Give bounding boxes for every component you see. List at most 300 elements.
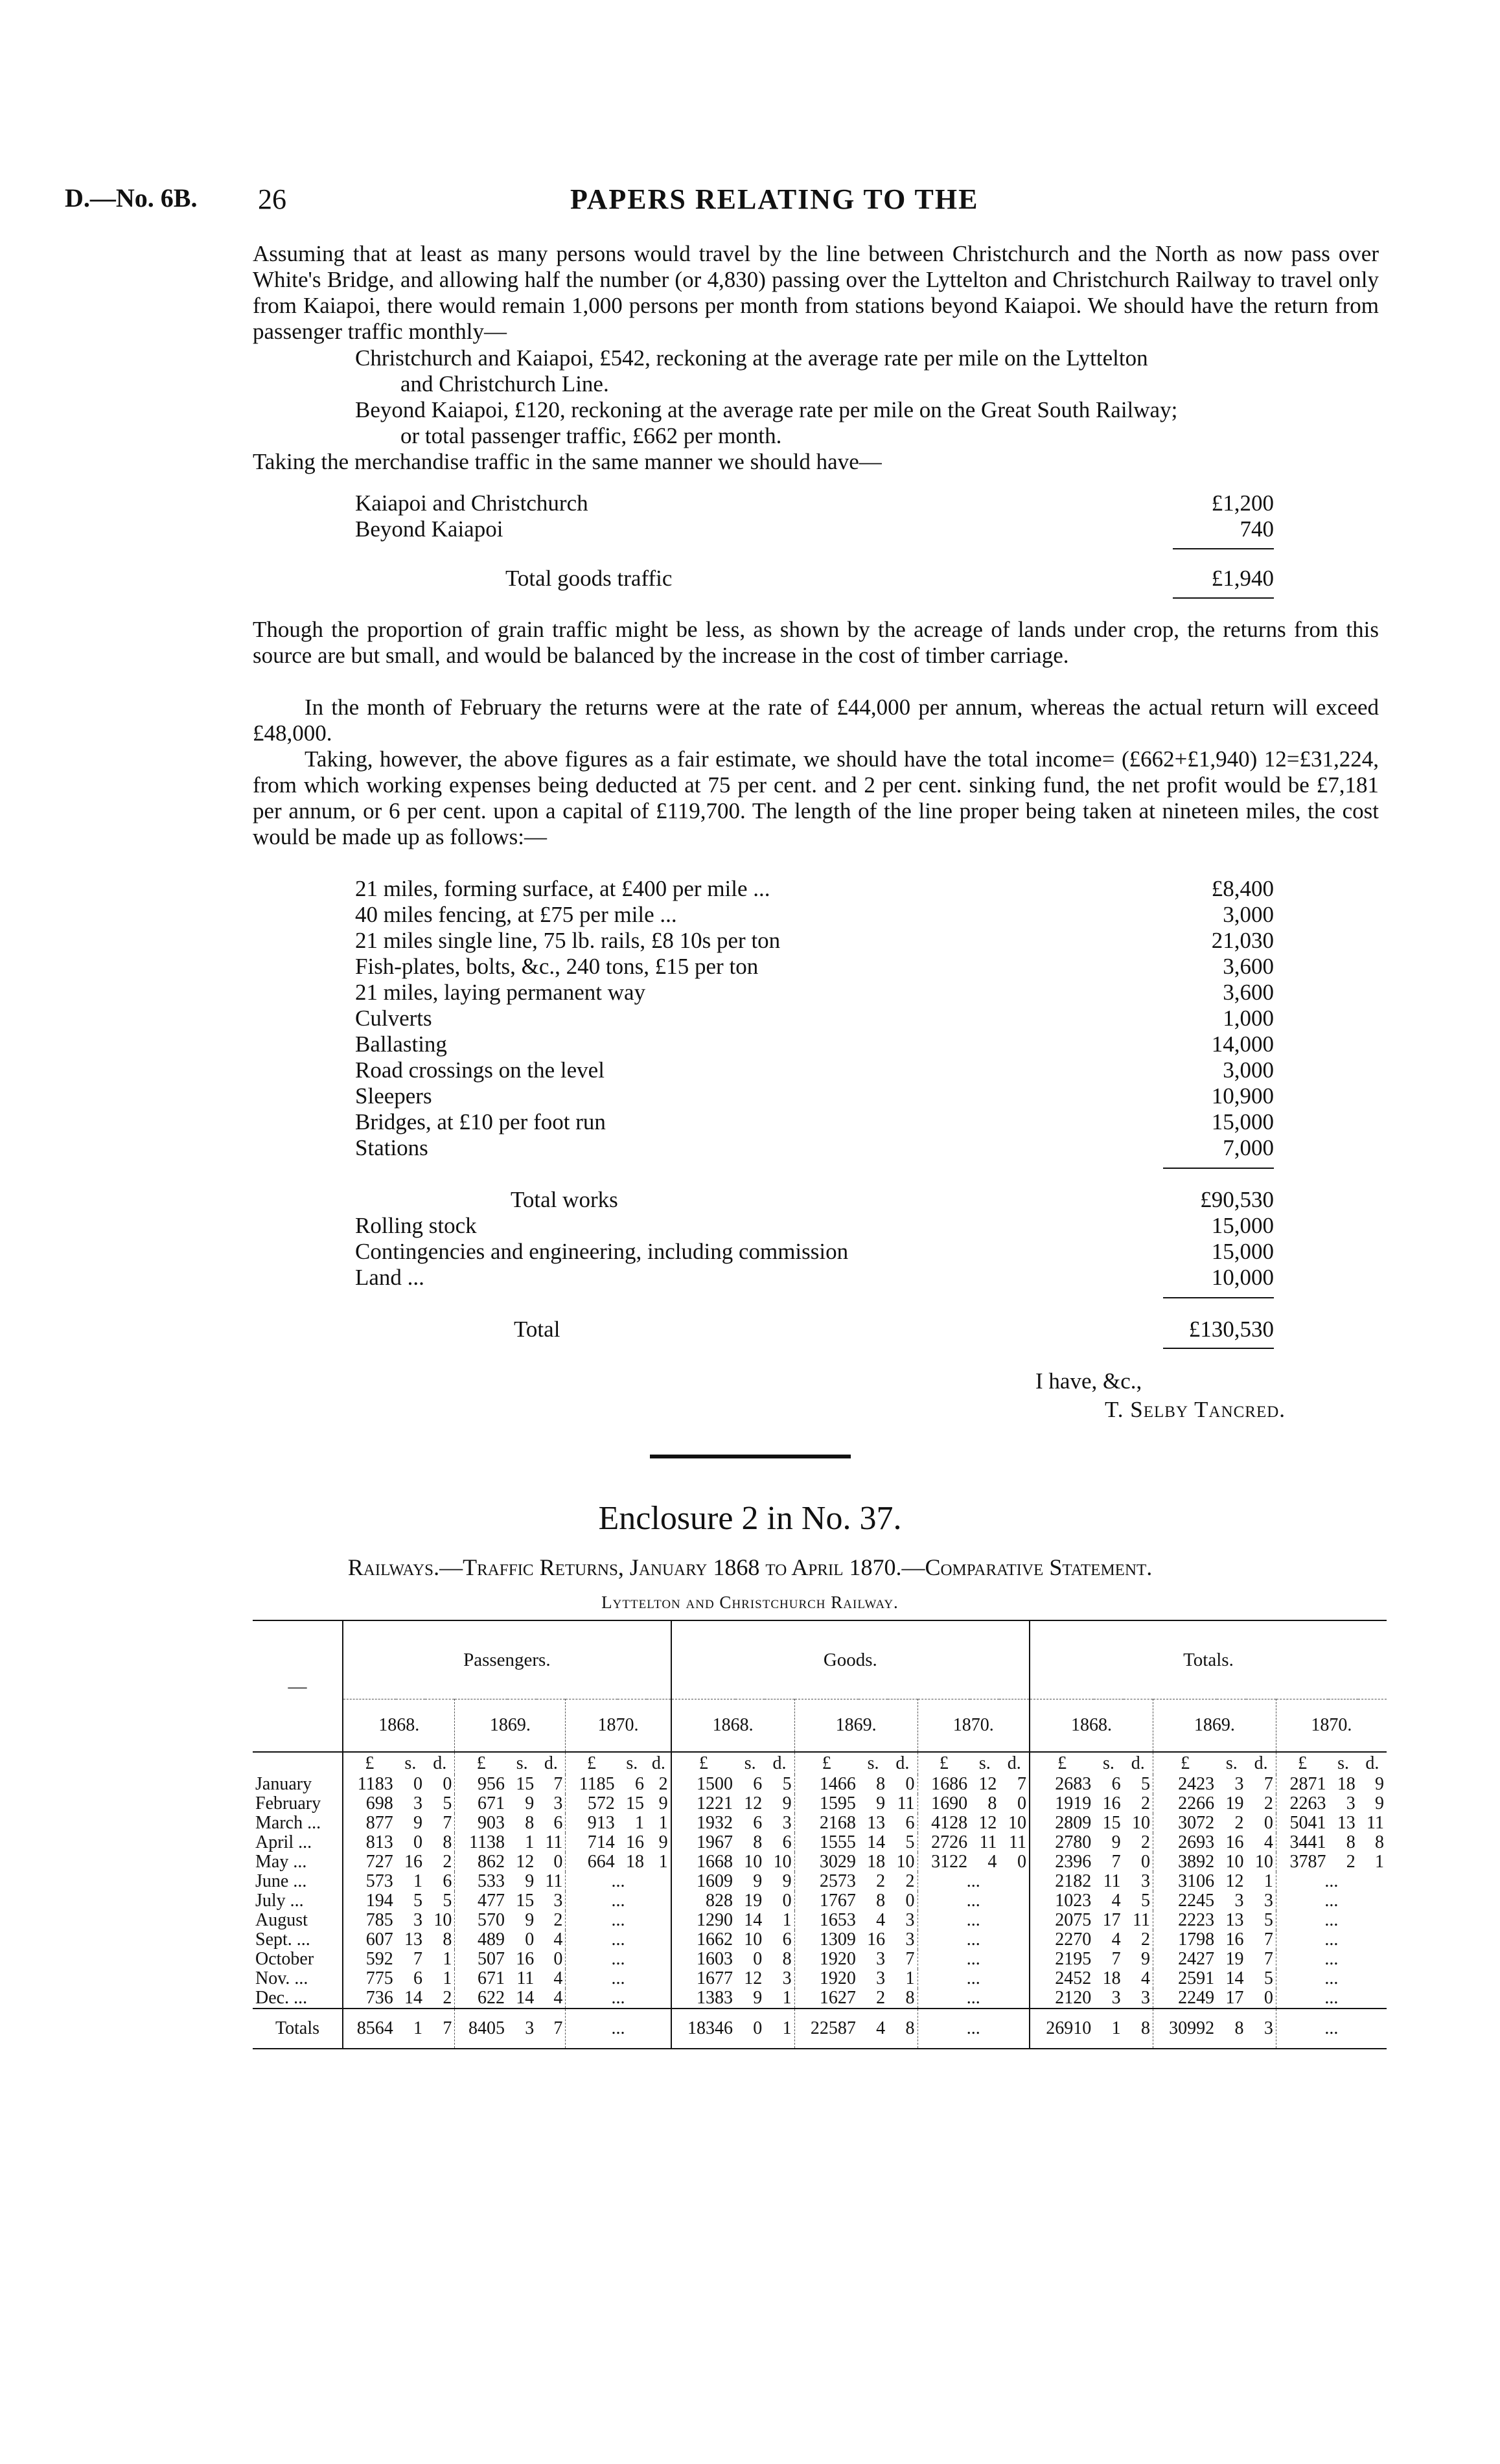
unit-label: s. [1102, 1753, 1114, 1773]
table-cell: 2396 [1030, 1852, 1094, 1872]
table-cell: 6 [905, 1813, 915, 1833]
table-row [253, 1891, 1387, 1911]
table-cell: 1967 [671, 1833, 735, 1852]
cost-works-amount: £90,530 [1200, 1187, 1274, 1212]
cost-row-amount: 3,000 [1223, 902, 1274, 927]
table-cell: 2693 [1153, 1833, 1217, 1852]
table-cell: 6 [413, 1968, 423, 1988]
cost-total-row [355, 1317, 1274, 1342]
year-header: 1870. [1276, 1699, 1387, 1753]
table-cell: 2 [876, 1988, 886, 2008]
goods-row [355, 516, 1274, 542]
month-label: March ... [255, 1813, 321, 1833]
cost-row [355, 902, 1274, 928]
table-cell: 13 [1225, 1910, 1244, 1930]
table-cell: 1 [782, 1988, 792, 2008]
table-cell-empty: ... [566, 1891, 671, 1911]
table-cell: 3 [413, 1910, 423, 1930]
table-cell: 3 [905, 1929, 915, 1950]
table-cell: 507 [455, 1950, 507, 1969]
table-cell: 2423 [1153, 1775, 1217, 1794]
table-cell: 3 [1111, 1988, 1121, 2008]
table-cell: 15 [516, 1891, 535, 1911]
table-cell: 1 [413, 1871, 423, 1891]
table-cell: 10 [773, 1852, 792, 1872]
table-cell: 489 [455, 1930, 507, 1950]
sum-rule [1163, 1297, 1274, 1298]
table-cell: 11 [545, 1871, 563, 1891]
table-cell: 0 [1263, 1813, 1273, 1833]
table-cell: 1668 [671, 1852, 735, 1872]
table-cell: 0 [553, 1949, 563, 1969]
table-cell: 11 [516, 1968, 535, 1988]
table-cell: 3072 [1153, 1813, 1217, 1833]
table-cell: 10 [744, 1852, 763, 1872]
table-cell: 9 [1140, 1949, 1150, 1969]
cost-row-amount: 15,000 [1211, 1239, 1274, 1264]
table-cell: 698 [343, 1794, 396, 1813]
table-cell: 3 [782, 1968, 792, 1988]
table-cell: 9 [525, 1793, 535, 1813]
unit-label: d. [1131, 1753, 1145, 1773]
cost-row-label: Fish-plates, bolts, &c., 240 tons, £15 per ton [355, 954, 759, 979]
table-row [253, 1930, 1387, 1950]
table-cell: 5 [1140, 1891, 1150, 1911]
table-cell: 0 [753, 1949, 763, 1969]
cost-row [355, 1239, 1274, 1265]
table-cell: 664 [566, 1852, 617, 1872]
table-row [253, 1833, 1387, 1852]
table-cell: 10 [1131, 1813, 1150, 1833]
cost-row [355, 1109, 1274, 1135]
table-cell: 9 [753, 1988, 763, 2008]
table-cell: 2223 [1153, 1911, 1217, 1930]
table-cell: 862 [455, 1852, 507, 1872]
year-header: 1868. [343, 1699, 455, 1753]
totals-cell: 0 [735, 2009, 765, 2049]
cost-row-label: Bridges, at £10 per foot run [355, 1109, 606, 1134]
totals-cell: 8 [1217, 2009, 1246, 2049]
table-cell: 727 [343, 1852, 396, 1872]
table-cell: 2 [658, 1774, 668, 1794]
passenger-item-1: Christchurch and Kaiapoi, £542, reckoning at the average rate per mile on the Lyttelton [355, 345, 1148, 371]
table-cell: 1138 [455, 1833, 507, 1852]
table-cell: 1920 [794, 1969, 859, 1988]
table-cell: 16 [1225, 1832, 1244, 1852]
cost-row-amount: £8,400 [1211, 876, 1274, 901]
table-cell: 2 [1140, 1832, 1150, 1852]
cost-row-amount: 3,600 [1223, 980, 1274, 1005]
totals-cell: 4 [859, 2009, 888, 2049]
totals-cell-empty: ... [917, 2009, 1030, 2049]
table-cell: 2573 [794, 1872, 859, 1891]
unit-label: £ [343, 1752, 396, 1775]
table-cell: 8 [1346, 1832, 1356, 1852]
table-cell: 12 [516, 1852, 535, 1872]
totals-cell: 30992 [1153, 2009, 1217, 2049]
table-cell: 714 [566, 1833, 617, 1852]
passenger-item-1-cont: and Christchurch Line. [400, 371, 609, 397]
table-cell: 877 [343, 1813, 396, 1833]
table-cell-empty: ... [917, 1950, 1030, 1969]
totals-cell: 8564 [343, 2009, 396, 2049]
table-cell-empty: ... [1276, 1969, 1387, 1988]
table-cell-empty: ... [917, 1911, 1030, 1930]
table-cell-empty: ... [566, 1930, 671, 1950]
table-cell: 19 [1225, 1949, 1244, 1969]
paragraph-estimate: Taking, however, the above figures as a fair estimate, we should have the total income= (£662+£1,940) 12=£31,224, from which working expenses being deducted at 75 per cent. and 2 per cent. sinking fund, the net profit would be £7,181 per annum, or 6 per cent. upon a capital of £119,700. The length of the line proper being taken at nineteen miles, the cost would be made up as follows:— [253, 746, 1379, 849]
passenger-item-2: Beyond Kaiapoi, £120, reckoning at the average rate per mile on the Great South Railway; [355, 397, 1178, 422]
cost-row-label: Stations [355, 1135, 428, 1160]
signature-name: T. Selby Tancred. [1105, 1397, 1286, 1422]
table-cell: 1603 [671, 1950, 735, 1969]
table-cell-empty: ... [1276, 1988, 1387, 2009]
table-cell: 19 [744, 1891, 763, 1911]
enclosure-title: Enclosure 2 in No. 37. [598, 1500, 902, 1537]
table-cell: 5 [1263, 1968, 1273, 1988]
table-row [253, 1852, 1387, 1872]
month-label: July ... [255, 1891, 304, 1911]
table-cell: 1183 [343, 1775, 396, 1794]
table-cell: 14 [744, 1910, 763, 1930]
table-cell: 5041 [1276, 1813, 1328, 1833]
unit-label: s. [404, 1753, 417, 1773]
table-cell: 8 [782, 1949, 792, 1969]
cost-row-label: Sleepers [355, 1083, 432, 1109]
table-cell: 533 [455, 1872, 507, 1891]
table-cell: 785 [343, 1911, 396, 1930]
unit-label: £ [455, 1752, 507, 1775]
table-cell: 12 [744, 1968, 763, 1988]
table-cell-empty: ... [917, 1891, 1030, 1911]
unit-label: £ [671, 1752, 735, 1775]
passenger-item-2-cont: or total passenger traffic, £662 per month. [400, 423, 782, 448]
traffic-returns-table [253, 1620, 1387, 2051]
cost-row-label: 21 miles single line, 75 lb. rails, £8 10s per ton [355, 928, 781, 953]
totals-cell: 8405 [455, 2009, 507, 2049]
table-cell: 6 [782, 1832, 792, 1852]
month-label: October [255, 1949, 314, 1969]
table-cell: 14 [867, 1832, 886, 1852]
table-row [253, 1872, 1387, 1891]
table-cell: 8 [753, 1832, 763, 1852]
month-label: August [255, 1910, 308, 1930]
table-cell-empty: ... [566, 1950, 671, 1969]
sum-rule [1173, 597, 1274, 599]
table-cell: 10 [1254, 1852, 1273, 1872]
table-cell: 18 [1337, 1774, 1356, 1794]
table-cell: 813 [343, 1833, 396, 1852]
month-label: April ... [255, 1832, 312, 1852]
table-cell: 9 [525, 1871, 535, 1891]
unit-label: £ [1030, 1752, 1094, 1775]
table-cell: 0 [525, 1929, 535, 1950]
totals-cell: 26910 [1030, 2009, 1094, 2049]
sum-rule [1163, 1348, 1274, 1349]
table-cell: 9 [413, 1813, 423, 1833]
table-cell-empty: ... [917, 1930, 1030, 1950]
table-cell: 2168 [794, 1813, 859, 1833]
cost-row-amount: 3,000 [1223, 1057, 1274, 1083]
cost-row-label: Ballasting [355, 1031, 447, 1057]
table-cell: 8 [1375, 1832, 1384, 1852]
goods-total-label: Total goods traffic [505, 566, 673, 591]
table-cell: 12 [978, 1813, 997, 1833]
table-cell: 3 [553, 1891, 563, 1911]
table-cell: 3441 [1276, 1833, 1328, 1852]
table-cell: 7 [413, 1949, 423, 1969]
table-cell-empty: ... [1276, 1911, 1387, 1930]
table-cell: 736 [343, 1988, 396, 2009]
table-cell: 2 [905, 1871, 915, 1891]
table-cell: 573 [343, 1872, 396, 1891]
table-cell: 2427 [1153, 1950, 1217, 1969]
table-cell: 18 [1102, 1968, 1121, 1988]
group-header-passengers: Passengers. [343, 1620, 671, 1699]
table-cell: 1919 [1030, 1794, 1094, 1813]
table-cell: 11 [897, 1793, 915, 1813]
table-cell: 4 [553, 1929, 563, 1950]
unit-label: d. [1365, 1753, 1379, 1773]
table-cell: 1290 [671, 1911, 735, 1930]
table-cell: 8 [987, 1793, 997, 1813]
table-cell: 1 [525, 1832, 535, 1852]
table-cell: 2120 [1030, 1988, 1094, 2009]
cost-row [355, 954, 1274, 980]
table-row [253, 1911, 1387, 1930]
table-cell: 7 [1263, 1774, 1273, 1794]
table-cell: 1555 [794, 1833, 859, 1852]
table-cell: 0 [413, 1774, 423, 1794]
table-cell: 9 [782, 1871, 792, 1891]
cost-row [355, 1135, 1274, 1161]
table-cell: 16 [867, 1929, 886, 1950]
table-cell: 5 [443, 1793, 452, 1813]
table-cell: 1 [658, 1813, 668, 1833]
table-cell: 0 [553, 1852, 563, 1872]
enclosure-subtitle: Railways.—Traffic Returns, January 1868 to April 1870.—Comparative Statement. [347, 1554, 1153, 1580]
table-cell: 1185 [566, 1775, 617, 1794]
unit-label: s. [1225, 1753, 1238, 1773]
traffic-table-body [253, 1752, 1387, 2051]
totals-cell: 1 [396, 2009, 425, 2049]
page-number: 26 [258, 183, 286, 215]
year-header: 1869. [455, 1699, 566, 1753]
goods-row-amount: £1,200 [1211, 490, 1274, 516]
table-cell: 1595 [794, 1794, 859, 1813]
table-cell: 0 [905, 1774, 915, 1794]
table-cell: 1653 [794, 1911, 859, 1930]
table-cell-empty: ... [1276, 1891, 1387, 1911]
table-cell: 1 [1375, 1852, 1384, 1872]
table-cell: 194 [343, 1891, 396, 1911]
table-cell: 0 [905, 1891, 915, 1911]
unit-label: £ [566, 1752, 617, 1775]
table-cell: 3 [413, 1793, 423, 1813]
table-cell: 828 [671, 1891, 735, 1911]
table-cell: 2 [1346, 1852, 1356, 1872]
table-cell: 1 [443, 1949, 452, 1969]
table-cell: 7 [1263, 1949, 1273, 1969]
table-cell-empty: ... [1276, 1930, 1387, 1950]
table-cell: 12 [978, 1774, 997, 1794]
table-cell: 0 [782, 1891, 792, 1911]
cost-row [355, 1265, 1274, 1291]
table-cell: 1662 [671, 1930, 735, 1950]
table-cell: 1309 [794, 1930, 859, 1950]
table-cell: 3 [1140, 1871, 1150, 1891]
cost-row-amount: 7,000 [1223, 1135, 1274, 1160]
table-cell: 5 [413, 1891, 423, 1911]
table-cell: 9 [658, 1793, 668, 1813]
table-cell: 671 [455, 1969, 507, 1988]
table-cell: 0 [413, 1832, 423, 1852]
table-cell: 2 [553, 1910, 563, 1930]
table-cell: 3 [1234, 1774, 1244, 1794]
cost-row [355, 1213, 1274, 1239]
table-cell: 6 [753, 1774, 763, 1794]
table-cell: 17 [1102, 1910, 1121, 1930]
table-cell: 9 [1375, 1774, 1384, 1794]
table-cell-empty: ... [566, 1911, 671, 1930]
signature-closing: I have, &c., [1035, 1368, 1142, 1394]
cost-row-label: 21 miles, laying permanent way [355, 980, 646, 1005]
page-title: PAPERS RELATING TO THE [570, 183, 979, 215]
cost-row [355, 1057, 1274, 1083]
table-cell: 2266 [1153, 1794, 1217, 1813]
paragraph-passenger-estimate: Assuming that at least as many persons would travel by the line between Christchurch and the North as now pass over White's Bridge, and allowing half the number (or 4,830) passing over the Lyttelton and Christchurch Railway to travel only from Kaiapoi, there would remain 1,000 persons per month from stations beyond Kaiapoi. We should have the return from passenger traffic monthly— [253, 241, 1379, 344]
table-cell: 3 [876, 1968, 886, 1988]
paragraph-merchandise: Taking the merchandise traffic in the same manner we should have— [253, 449, 882, 474]
table-cell: 1677 [671, 1969, 735, 1988]
table-cell: 8 [905, 1988, 915, 2008]
sum-rule [1163, 1168, 1274, 1169]
table-cell: 1686 [917, 1775, 970, 1794]
table-bottom-border [253, 2049, 1387, 2051]
table-cell: 3787 [1276, 1852, 1328, 1872]
units-row [253, 1752, 1387, 1775]
table-cell: 11 [545, 1832, 563, 1852]
table-cell: 6 [443, 1871, 452, 1891]
totals-label: Totals [253, 2009, 343, 2049]
table-cell: 2809 [1030, 1813, 1094, 1833]
table-cell: 9 [753, 1871, 763, 1891]
totals-cell: 8 [888, 2009, 917, 2049]
year-header: 1868. [671, 1699, 795, 1753]
cost-row [355, 1031, 1274, 1057]
year-header: 1870. [917, 1699, 1030, 1753]
table-cell: 477 [455, 1891, 507, 1911]
table-cell: 18 [867, 1852, 886, 1872]
table-cell: 13 [1337, 1813, 1356, 1833]
table-cell: 1 [782, 1910, 792, 1930]
table-cell: 9 [1111, 1832, 1121, 1852]
table-cell: 671 [455, 1794, 507, 1813]
unit-label: s. [626, 1753, 638, 1773]
table-cell: 19 [1225, 1793, 1244, 1813]
cost-row-amount: 14,000 [1211, 1031, 1274, 1057]
table-cell: 8 [876, 1774, 886, 1794]
table-cell: 3 [1140, 1988, 1150, 2008]
table-cell: 1798 [1153, 1930, 1217, 1950]
table-cell: 2 [443, 1988, 452, 2008]
table-cell: 2075 [1030, 1911, 1094, 1930]
table-cell: 2 [443, 1852, 452, 1872]
table-cell: 903 [455, 1813, 507, 1833]
table-cell: 6 [634, 1774, 644, 1794]
cost-row-label: 21 miles, forming surface, at £400 per mile ... [355, 876, 770, 901]
unit-label: d. [772, 1753, 787, 1773]
month-label: February [255, 1793, 321, 1813]
cost-total-amount: £130,530 [1188, 1317, 1274, 1342]
table-cell: 11 [979, 1832, 997, 1852]
table-cell: 3892 [1153, 1852, 1217, 1872]
year-header: 1868. [1030, 1699, 1153, 1753]
totals-cell: 3 [1246, 2009, 1276, 2049]
section-divider [650, 1455, 851, 1458]
table-cell: 2270 [1030, 1930, 1094, 1950]
table-cell: 7 [553, 1774, 563, 1794]
table-cell: 5 [443, 1891, 452, 1911]
table-cell: 3 [553, 1793, 563, 1813]
table-row [253, 1969, 1387, 1988]
cost-row-amount: 10,000 [1211, 1265, 1274, 1290]
table-cell: 3106 [1153, 1872, 1217, 1891]
table-cell: 10 [433, 1910, 452, 1930]
unit-label: £ [917, 1752, 970, 1775]
cost-row-label: Road crossings on the level [355, 1057, 605, 1083]
table-cell: 1500 [671, 1775, 735, 1794]
table-cell: 10 [1225, 1852, 1244, 1872]
totals-cell: 8 [1124, 2009, 1153, 2049]
table-cell-empty: ... [917, 1872, 1030, 1891]
table-cell: 6 [753, 1813, 763, 1833]
table-cell: 775 [343, 1969, 396, 1988]
table-cell: 2683 [1030, 1775, 1094, 1794]
table-cell-empty: ... [917, 1988, 1030, 2009]
cost-total-label: Total [514, 1317, 560, 1342]
totals-cell: 22587 [794, 2009, 859, 2049]
table-cell: 13 [867, 1813, 886, 1833]
table-cell: 2182 [1030, 1872, 1094, 1891]
table-cell-empty: ... [566, 1988, 671, 2009]
table-cell: 5 [782, 1774, 792, 1794]
enclosure-railway-name: Lyttelton and Christchurch Railway. [601, 1593, 899, 1612]
table-cell: 7 [443, 1813, 452, 1833]
table-cell: 3 [782, 1813, 792, 1833]
totals-cell: 1 [1094, 2009, 1123, 2049]
group-header-goods: Goods. [671, 1620, 1030, 1699]
table-cell: 3 [876, 1949, 886, 1969]
table-cell: 3 [1263, 1891, 1273, 1911]
table-cell: 11 [1008, 1832, 1026, 1852]
table-cell: 16 [516, 1949, 535, 1969]
table-cell: 572 [566, 1794, 617, 1813]
cost-row-amount: 15,000 [1211, 1213, 1274, 1238]
table-cell: 16 [1225, 1929, 1244, 1950]
year-header: 1869. [1153, 1699, 1276, 1753]
unit-label: £ [1276, 1752, 1328, 1775]
table-cell: 12 [744, 1793, 763, 1813]
table-cell: 0 [1263, 1988, 1273, 2008]
table-cell: 1023 [1030, 1891, 1094, 1911]
table-cell: 15 [1102, 1813, 1121, 1833]
table-cell: 17 [1225, 1988, 1244, 2008]
totals-cell: 7 [425, 2009, 455, 2049]
table-row [253, 1950, 1387, 1969]
table-cell: 16 [1102, 1793, 1121, 1813]
goods-row-label: Kaiapoi and Christchurch [355, 490, 588, 516]
